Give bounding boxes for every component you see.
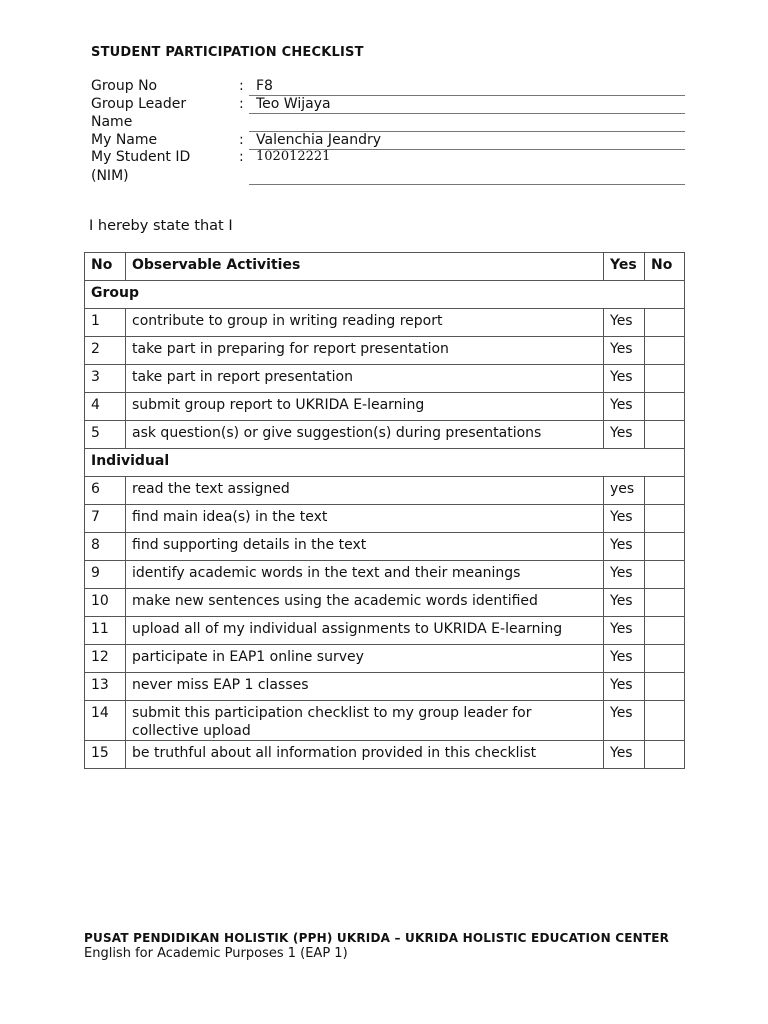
row-activity: read the text assigned [126, 477, 604, 505]
row-yes: Yes [604, 365, 645, 393]
row-no [645, 337, 685, 365]
row-no [645, 421, 685, 449]
table-row [85, 505, 685, 533]
section-row-individual [85, 449, 685, 477]
row-yes: Yes [604, 589, 645, 617]
table-row [85, 477, 685, 505]
row-number: 8 [85, 533, 126, 561]
row-number: 1 [85, 309, 126, 337]
table-row [85, 589, 685, 617]
row-no [645, 701, 685, 741]
row-no [645, 561, 685, 589]
row-yes: Yes [604, 337, 645, 365]
group-no-row [91, 77, 685, 96]
table-row [85, 337, 685, 365]
row-number: 9 [85, 561, 126, 589]
row-yes: Yes [604, 393, 645, 421]
header-no-col: No [645, 253, 685, 281]
table-row [85, 561, 685, 589]
header-activities: Observable Activities [126, 253, 604, 281]
table-row [85, 673, 685, 701]
group-no-label: Group No [91, 78, 158, 94]
row-activity: contribute to group in writing reading report [126, 309, 604, 337]
section-label-group: Group [85, 281, 685, 309]
row-number: 2 [85, 337, 126, 365]
row-no [645, 477, 685, 505]
group-no-value: F8 [249, 77, 685, 96]
row-activity: find main idea(s) in the text [126, 505, 604, 533]
row-activity: find supporting details in the text [126, 533, 604, 561]
group-leader-row-cont [91, 113, 685, 132]
row-activity: take part in preparing for report presentation [126, 337, 604, 365]
row-number: 10 [85, 589, 126, 617]
header-yes: Yes [604, 253, 645, 281]
row-number: 3 [85, 365, 126, 393]
row-activity: never miss EAP 1 classes [126, 673, 604, 701]
group-leader-label-cont: Name [91, 114, 133, 130]
student-id-value: 102012221 [256, 149, 331, 164]
row-number: 6 [85, 477, 126, 505]
section-row-group [85, 281, 685, 309]
table-row [85, 701, 685, 741]
colon: : [239, 149, 244, 165]
footer-course: English for Academic Purposes 1 (EAP 1) [84, 946, 348, 961]
row-activity: ask question(s) or give suggestion(s) during presentations [126, 421, 604, 449]
row-no [645, 393, 685, 421]
table-row [85, 533, 685, 561]
row-yes: Yes [604, 645, 645, 673]
row-no [645, 741, 685, 769]
student-id-label: My Student ID [91, 149, 191, 165]
row-yes: Yes [604, 533, 645, 561]
row-yes: Yes [604, 673, 645, 701]
group-leader-label: Group Leader [91, 96, 187, 112]
row-number: 4 [85, 393, 126, 421]
row-no [645, 589, 685, 617]
row-yes: Yes [604, 309, 645, 337]
row-number: 11 [85, 617, 126, 645]
group-leader-row [91, 95, 685, 114]
row-no [645, 365, 685, 393]
row-number: 15 [85, 741, 126, 769]
colon: : [239, 132, 244, 148]
row-no [645, 505, 685, 533]
group-leader-value: Teo Wijaya [249, 95, 685, 114]
row-activity: make new sentences using the academic words identified [126, 589, 604, 617]
table-row [85, 393, 685, 421]
my-name-label: My Name [91, 132, 158, 148]
row-activity: submit group report to UKRIDA E-learning [126, 393, 604, 421]
row-no [645, 673, 685, 701]
row-yes: Yes [604, 701, 645, 741]
checklist-table [84, 252, 685, 769]
row-no [645, 533, 685, 561]
my-name-value: Valenchia Jeandry [249, 131, 685, 150]
row-activity: upload all of my individual assignments to UKRIDA E-learning [126, 617, 604, 645]
student-id-label-cont: (NIM) [91, 168, 129, 184]
statement-text: I hereby state that I [89, 218, 233, 234]
row-number: 14 [85, 701, 126, 741]
table-row [85, 309, 685, 337]
colon: : [239, 78, 244, 94]
table-row [85, 645, 685, 673]
row-no [645, 617, 685, 645]
row-number: 5 [85, 421, 126, 449]
row-activity: be truthful about all information provided in this checklist [126, 741, 604, 769]
header-no: No [85, 253, 126, 281]
row-yes: Yes [604, 505, 645, 533]
table-row [85, 741, 685, 769]
student-id-row [91, 148, 685, 167]
row-number: 13 [85, 673, 126, 701]
section-label-individual: Individual [85, 449, 685, 477]
row-yes: Yes [604, 421, 645, 449]
row-activity: identify academic words in the text and their meanings [126, 561, 604, 589]
row-no [645, 309, 685, 337]
row-number: 12 [85, 645, 126, 673]
table-row [85, 421, 685, 449]
row-yes: Yes [604, 741, 645, 769]
student-id-underline [249, 184, 685, 185]
table-row [85, 365, 685, 393]
row-activity: take part in report presentation [126, 365, 604, 393]
row-number: 7 [85, 505, 126, 533]
table-body [85, 281, 685, 769]
row-activity: participate in EAP1 online survey [126, 645, 604, 673]
row-yes: Yes [604, 561, 645, 589]
footer-institution: PUSAT PENDIDIKAN HOLISTIK (PPH) UKRIDA – UKRIDA HOLISTIC EDUCATION CENTER [84, 931, 670, 945]
row-yes: Yes [604, 617, 645, 645]
row-activity: submit this participation checklist to my group leader for collective upload [126, 701, 604, 741]
table-row [85, 617, 685, 645]
document-title: STUDENT PARTICIPATION CHECKLIST [91, 45, 364, 60]
table-header-row [85, 253, 685, 281]
row-no [645, 645, 685, 673]
colon: : [239, 96, 244, 112]
row-yes: yes [604, 477, 645, 505]
